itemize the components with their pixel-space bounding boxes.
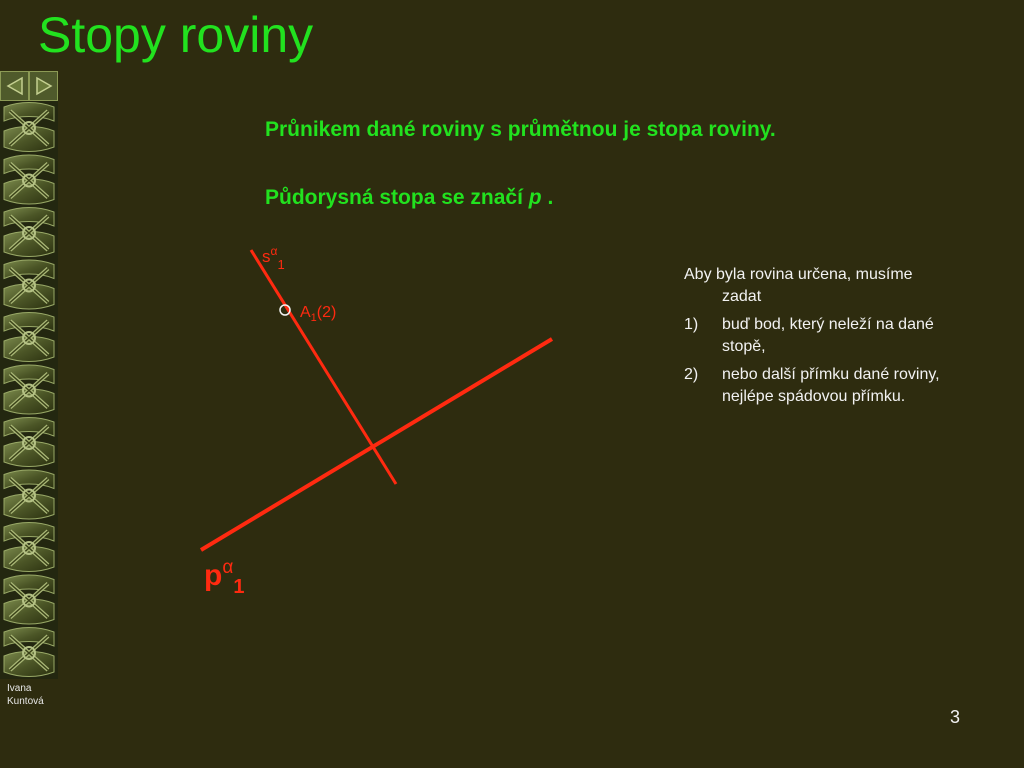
point-a-letter: A (300, 304, 311, 321)
note-item (684, 364, 954, 408)
note-item-text: nebo další přímku dané roviny, nejlépe spádovou přímku. (722, 366, 940, 405)
s-subscript: 1 (277, 257, 285, 272)
s-letter: s (262, 247, 271, 266)
fall-line-s (251, 250, 396, 484)
note-item-text: buď bod, který neleží na dané stopě, (722, 316, 934, 355)
point-a-paren: (2) (316, 304, 337, 321)
author-last-name: Kuntová (7, 695, 44, 707)
note-item (684, 314, 954, 358)
note-item-number: 2) (684, 366, 699, 383)
p-superscript: α (222, 557, 234, 578)
definition-text: Průnikem dané roviny s průmětnou je stopa roviny. (265, 118, 776, 141)
p-letter: p (204, 559, 223, 592)
point-a-subscript: 1 (310, 312, 317, 324)
trace-line-p (201, 339, 552, 550)
slide-title: Stopy roviny (38, 7, 314, 63)
note-item-number: 1) (684, 316, 699, 333)
s-label (262, 244, 285, 272)
author-first-name: Ivana (7, 683, 32, 694)
notation-prefix: Půdorysná stopa se značí (265, 186, 523, 209)
p-subscript: 1 (233, 576, 245, 598)
s-superscript: α (270, 244, 278, 258)
note-list (684, 314, 954, 408)
point-a-label (300, 304, 336, 324)
p-label (204, 557, 244, 598)
instruction-note (684, 264, 954, 414)
notation-symbol: p (528, 186, 542, 209)
notation-suffix: . (547, 186, 554, 209)
note-intro: Aby byla rovina určena, musíme zadat (684, 266, 913, 305)
page-number: 3 (950, 707, 961, 727)
